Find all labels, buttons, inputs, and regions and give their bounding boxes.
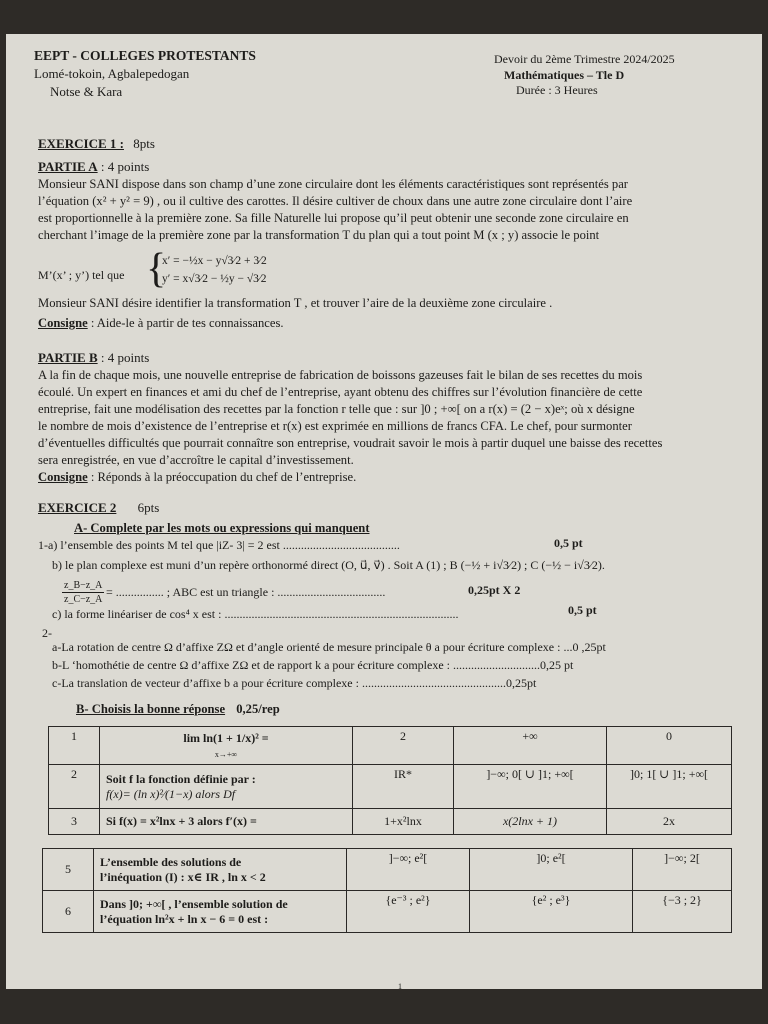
part-a-points: : 4 points <box>100 159 150 174</box>
answer-c: 2x <box>607 809 732 835</box>
question-text-2: l’inéquation (I) : x∈ IR , ln x < 2 <box>100 869 266 884</box>
question-2b: b-L ‘homothétie de centre Ω d’affixe ZΩ et de rapport k a pour écriture complexe : .............................0,25 pt <box>52 658 574 672</box>
question-text: Soit f la fonction définie par : <box>106 771 256 786</box>
part-a-title: PARTIE A <box>38 159 98 174</box>
answer-b: {e² ; e³} <box>470 891 633 933</box>
exercise-1-title: EXERCICE 1 : <box>38 136 124 151</box>
question-cell <box>94 849 347 891</box>
question-2a: a-La rotation de centre Ω d’affixe ZΩ et d’angle orienté de mesure principale θ a pour écriture complexe : ...0 ,25pt <box>52 640 606 654</box>
text-line: le nombre de mois d’existence de l’entreprise et r(x) est exprimée en millions de francs CFA. Le chef, pour surmonter <box>38 419 632 433</box>
text-line: entreprise, fait une modélisation des recettes par la fonction r telle que : sur ]0 ; +∞[ on a r(x) = (2 − x)eˣ; où x désigne <box>38 402 635 416</box>
question-text-2: f(x)= (ln x)²⁄(1−x) alors Df <box>106 786 236 801</box>
question-number: 6 <box>43 891 94 933</box>
exam-subject: Mathématiques – Tle D <box>504 68 625 82</box>
question-number: 2 <box>49 765 100 809</box>
exam-duration: Durée : 3 Heures <box>516 83 598 97</box>
question-1b-points: 0,25pt X 2 <box>468 583 521 597</box>
part-a-question: Monsieur SANI désire identifier la transformation T , et trouver l’aire de la deuxième zone circulaire . <box>38 296 553 310</box>
answer-a: ]−∞; e²[ <box>347 849 470 891</box>
text-line: cherchant l’image de la première zone par la transformation T du plan qui a tout point M (x ; y) associe le point <box>38 228 600 242</box>
question-1b: b) le plan complexe est muni d’un repère orthonormé direct (O, u⃗, v⃗) . Soit A (1) ; B (−½ + i√3⁄2) ; C (−½ − i√3⁄2). <box>52 558 605 572</box>
question-text-2: l’équation ln²x + ln x − 6 = 0 est : <box>100 911 269 926</box>
question-text: lim ln(1 + 1/x)² = <box>183 730 269 745</box>
text-line: l’équation (x² + y² = 9) , ou il cultive des carottes. Il désire cultiver de choux dans une autre zone circulaire dont l’aire <box>38 194 633 208</box>
mcq-table-1 <box>48 726 732 835</box>
part-b-title: PARTIE B <box>38 350 98 365</box>
part-a-heading <box>38 159 149 175</box>
part-a-consigne <box>38 316 284 331</box>
mprime-label: M’(x’ ; y’) tel que <box>38 268 125 282</box>
part-a-text <box>38 176 632 244</box>
text-line: est proportionnelle à la première zone. Sa fille Naturelle lui propose qu’il peut obtenir une seconde zone circulaire en <box>38 211 629 225</box>
transformation-system <box>162 252 267 288</box>
text-line: sera enregistrée, en vue d’accroître le capital d’investissement. <box>38 453 354 467</box>
question-cell <box>100 765 353 809</box>
question-number: 1 <box>49 727 100 765</box>
question-1b-fill: = ................ ; ABC est un triangle : .................................... <box>106 585 386 599</box>
answer-c: {−3 ; 2} <box>633 891 732 933</box>
question-1c-points: 0,5 pt <box>568 603 597 617</box>
section-b-heading <box>76 702 280 717</box>
answer-b: ]0; e²[ <box>470 849 633 891</box>
table-row <box>49 727 732 765</box>
part-b-text <box>38 367 662 469</box>
photo-background <box>0 989 768 1024</box>
system-eq-1: x′ = −½x − y√3⁄2 + 3⁄2 <box>162 255 267 267</box>
section-b-title: B- Choisis la bonne réponse <box>76 702 226 716</box>
school-name: EEPT - COLLEGES PROTESTANTS <box>34 48 256 63</box>
complex-fraction <box>62 579 104 606</box>
answer-c: 0 <box>607 727 732 765</box>
school-sites: Notse & Kara <box>50 84 123 99</box>
question-text: Dans ]0; +∞[ , l’ensemble solution de <box>100 896 288 911</box>
table-row <box>43 849 732 891</box>
question-cell <box>94 891 347 933</box>
table-row <box>49 765 732 809</box>
question-text: L’ensemble des solutions de <box>100 854 242 869</box>
answer-a: {e⁻³ ; e²} <box>347 891 470 933</box>
question-2-label: 2- <box>42 626 52 640</box>
answer-a: IR* <box>353 765 454 809</box>
question-1a: 1-a) l’ensemble des points M tel que |iZ- 3| = 2 est ....................................... <box>38 538 400 552</box>
question-cell: Si f(x) = x²lnx + 3 alors f′(x) = <box>100 809 353 835</box>
answer-c: ]−∞; 2[ <box>633 849 732 891</box>
exercise-1-heading <box>38 136 155 152</box>
school-location: Lomé-tokoin, Agbalepedogan <box>34 66 190 81</box>
exercise-1-points: 8pts <box>133 136 155 151</box>
answer-a: 2 <box>353 727 454 765</box>
consigne-text: : Réponds à la préoccupation du chef de l’entreprise. <box>90 470 357 484</box>
exam-page <box>6 34 762 989</box>
question-2c: c-La translation de vecteur d’affixe b a pour écriture complexe : ................................................0,25pt <box>52 676 537 690</box>
question-1c: c) la forme linéariser de cos⁴ x est : .............................................................................. <box>52 607 459 621</box>
system-eq-2: y′ = x√3⁄2 − ½y − √3⁄2 <box>162 273 267 285</box>
part-b-consigne <box>38 470 356 485</box>
section-b-points: 0,25/rep <box>236 702 280 716</box>
question-cell <box>100 727 353 765</box>
answer-b: x(2lnx + 1) <box>454 809 607 835</box>
consigne-label: Consigne <box>38 470 88 484</box>
exam-title: Devoir du 2ème Trimestre 2024/2025 <box>494 52 675 66</box>
system-brace: { <box>146 246 167 292</box>
question-number: 3 <box>49 809 100 835</box>
fraction-denominator: z_C−z_A <box>64 594 103 605</box>
limit-subscript: x→+∞ <box>214 749 238 759</box>
table-row <box>49 809 732 835</box>
text-line: Monsieur SANI dispose dans son champ d’une zone circulaire dont les éléments caractéristiques sont représentés par <box>38 177 628 191</box>
mcq-table-2 <box>42 848 732 933</box>
question-1a-points: 0,5 pt <box>554 536 583 550</box>
answer-b: +∞ <box>454 727 607 765</box>
exercise-2-heading <box>38 500 159 516</box>
exercise-2-points: 6pts <box>137 500 160 515</box>
text-line: écoulé. Un expert en finances et ami du chef de l’entreprise, ayant obtenu des chiffres sur l’évolution financière de cette <box>38 385 643 399</box>
section-a-title: A- Complete par les mots ou expressions qui manquent <box>74 521 370 535</box>
consigne-text: : Aide-le à partir de tes connaissances. <box>90 316 284 330</box>
table-row <box>43 891 732 933</box>
answer-b: ]−∞; 0[ ∪ ]1; +∞[ <box>454 765 607 809</box>
question-number: 5 <box>43 849 94 891</box>
part-b-heading <box>38 350 149 366</box>
answer-c: ]0; 1[ ∪ ]1; +∞[ <box>607 765 732 809</box>
exercise-2-title: EXERCICE 2 <box>38 500 117 515</box>
answer-a: 1+x²lnx <box>353 809 454 835</box>
text-line: A la fin de chaque mois, une nouvelle entreprise de fabrication de boissons gazeuses fait le bilan de ses recettes du mois <box>38 368 643 382</box>
fraction-numerator: z_B−z_A <box>64 580 103 591</box>
text-line: d’éventuelles difficultés que pourrait connaître son entreprise, voudrait savoir le mois à partir duquel une baisse des recettes <box>38 436 663 450</box>
part-b-points: : 4 points <box>100 350 150 365</box>
page-number: 1 <box>398 982 402 989</box>
consigne-label: Consigne <box>38 316 88 330</box>
